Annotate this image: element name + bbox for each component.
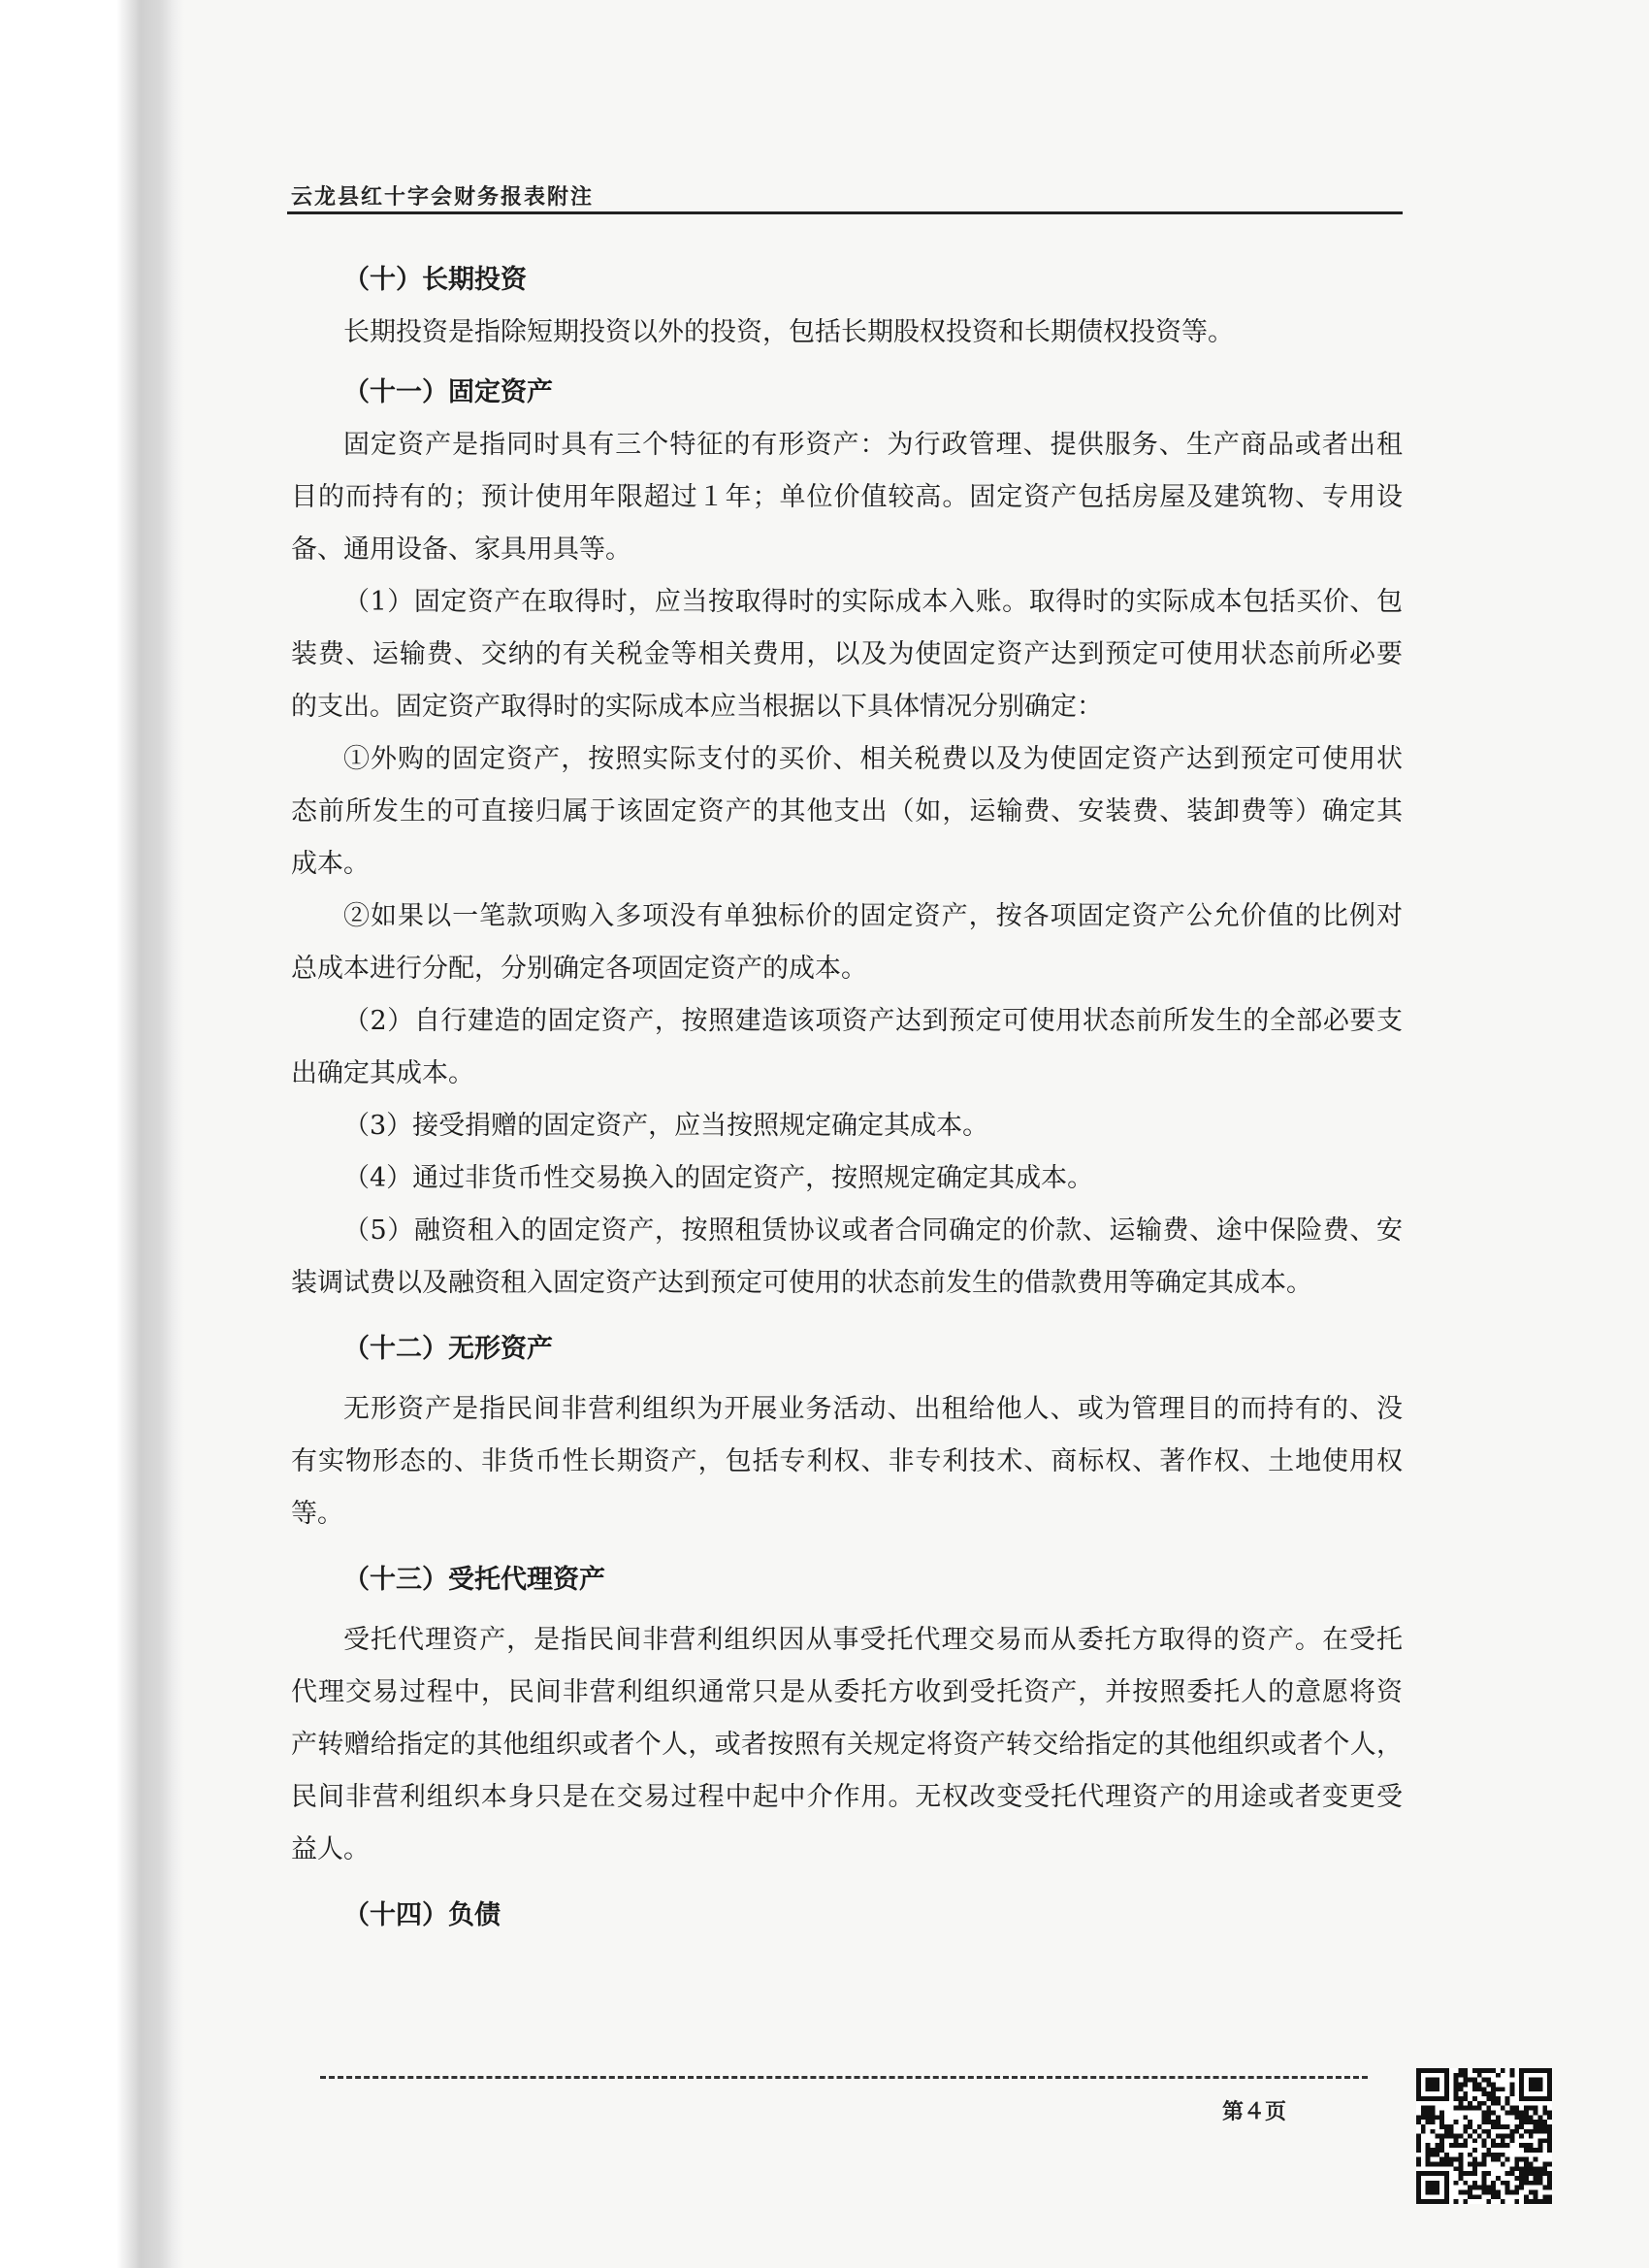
section-heading-long-term-investment: （十）长期投资 bbox=[343, 265, 527, 295]
paragraph-line: ①外购的固定资产，按照实际支付的买价、相关税费以及为使固定资产达到预定可使用状 bbox=[343, 744, 1403, 774]
paragraph-line: （3）接受捐赠的固定资产，应当按照规定确定其成本。 bbox=[343, 1111, 989, 1141]
paragraph-line: 无形资产是指民间非营利组织为开展业务活动、出租给他人、或为管理目的而持有的、没 bbox=[343, 1394, 1403, 1424]
paragraph-line: （4）通过非货币性交易换入的固定资产，按照规定确定其成本。 bbox=[343, 1163, 1094, 1193]
paragraph-line: ②如果以一笔款项购入多项没有单独标价的固定资产，按各项固定资产公允价值的比例对 bbox=[343, 901, 1403, 931]
page-number: 第４页 bbox=[1222, 2099, 1287, 2124]
paragraph-line: 益人。 bbox=[291, 1834, 370, 1864]
paragraph-line: 目的而持有的；预计使用年限超过１年；单位价值较高。固定资产包括房屋及建筑物、专用设 bbox=[291, 482, 1403, 512]
paragraph-line: 装费、运输费、交纳的有关税金等相关费用，以及为使固定资产达到预定可使用状态前所必要 bbox=[291, 639, 1403, 669]
paragraph-line: 民间非营利组织本身只是在交易过程中起中介作用。无权改变受托代理资产的用途或者变更受 bbox=[291, 1782, 1403, 1812]
document-body bbox=[291, 254, 1403, 1942]
paragraph-line: 长期投资是指除短期投资以外的投资，包括长期股权投资和长期债权投资等。 bbox=[343, 317, 1234, 347]
paragraph-line: 产转赠给指定的其他组织或者个人，或者按照有关规定将资产转交给指定的其他组织或者个人， bbox=[291, 1730, 1403, 1760]
section-heading-intangible-assets: （十二）无形资产 bbox=[343, 1334, 553, 1364]
paragraph-line: 出确定其成本。 bbox=[291, 1058, 474, 1088]
scan-binding-shadow bbox=[0, 0, 184, 2268]
paragraph-line: （2）自行建造的固定资产，按照建造该项资产达到预定可使用状态前所发生的全部必要支 bbox=[343, 1006, 1403, 1036]
paragraph-line: 备、通用设备、家具用具等。 bbox=[291, 535, 631, 565]
paragraph-line: 装调试费以及融资租入固定资产达到预定可使用的状态前发生的借款费用等确定其成本。 bbox=[291, 1268, 1312, 1298]
section-heading-liabilities: （十四）负债 bbox=[343, 1900, 501, 1930]
paragraph-line: 有实物形态的、非货币性长期资产，包括专利权、非专利技术、商标权、著作权、土地使用权 bbox=[291, 1446, 1403, 1476]
paragraph-line: 成本。 bbox=[291, 849, 370, 879]
footer-dashed-rule bbox=[320, 2076, 1368, 2079]
paragraph-line: 固定资产是指同时具有三个特征的有形资产：为行政管理、提供服务、生产商品或者出租 bbox=[343, 430, 1403, 460]
report-header-title: 云龙县红十字会财务报表附注 bbox=[291, 185, 595, 210]
paragraph-line: 代理交易过程中，民间非营利组织通常只是从委托方收到受托资产，并按照委托人的意愿将资 bbox=[291, 1677, 1403, 1707]
qr-code-icon bbox=[1416, 2068, 1552, 2204]
paragraph-line: 总成本进行分配，分别确定各项固定资产的成本。 bbox=[291, 954, 867, 984]
section-heading-entrusted-assets: （十三）受托代理资产 bbox=[343, 1565, 605, 1595]
header-rule bbox=[287, 211, 1403, 214]
paragraph-line: 受托代理资产，是指民间非营利组织因从事受托代理交易而从委托方取得的资产。在受托 bbox=[343, 1625, 1403, 1655]
paragraph-line: 等。 bbox=[291, 1499, 343, 1529]
paragraph-line: （5）融资租入的固定资产，按照租赁协议或者合同确定的价款、运输费、途中保险费、安 bbox=[343, 1215, 1403, 1246]
paragraph-line: 态前所发生的可直接归属于该固定资产的其他支出（如，运输费、安装费、装卸费等）确定其 bbox=[291, 796, 1403, 826]
paragraph-line: 的支出。固定资产取得时的实际成本应当根据以下具体情况分别确定： bbox=[291, 692, 1103, 722]
section-heading-fixed-assets: （十一）固定资产 bbox=[343, 377, 553, 407]
paragraph-line: （1）固定资产在取得时，应当按取得时的实际成本入账。取得时的实际成本包括买价、包 bbox=[343, 587, 1403, 617]
